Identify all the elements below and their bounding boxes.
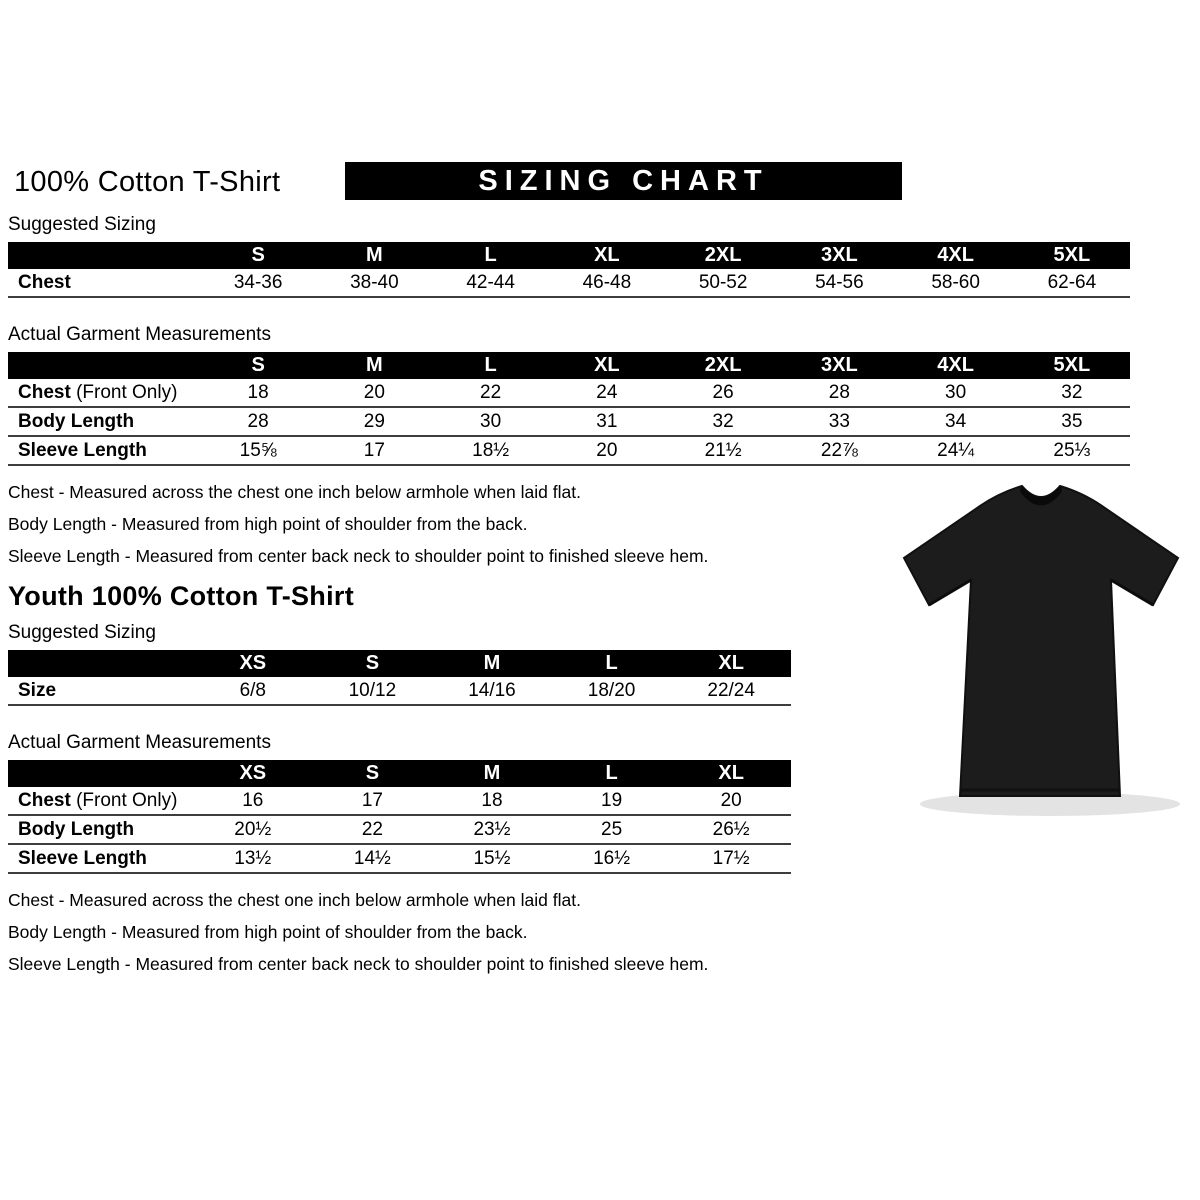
- measurement-cell: 18/20: [587, 679, 636, 701]
- row-label-text: Size: [18, 679, 57, 701]
- table-header-row: [8, 352, 1130, 379]
- measurement-cell: 6/8: [239, 679, 266, 701]
- size-column-header: L: [605, 762, 618, 784]
- measurement-cell: 30: [480, 410, 502, 432]
- row-label: [8, 411, 200, 433]
- measurement-cell: 18: [481, 789, 503, 811]
- measurement-cell: 14/16: [468, 679, 516, 701]
- sizing-chart-banner-text: SIZING CHART: [478, 164, 769, 197]
- measurement-cell: 62-64: [1047, 271, 1097, 293]
- measurement-cell: 20: [720, 789, 742, 811]
- measurement-cell: 26½: [712, 818, 750, 840]
- measurement-cell: 32: [1061, 381, 1083, 403]
- size-column-header: L: [484, 354, 497, 376]
- row-label-text: Sleeve Length: [18, 439, 147, 461]
- row-label: [8, 819, 193, 841]
- size-column-header: 3XL: [821, 354, 858, 376]
- measurement-cell: 58-60: [931, 271, 980, 293]
- row-label-note: (Front Only): [70, 789, 178, 811]
- measurement-cell: 22⅞: [820, 439, 858, 461]
- youth-actual-measurements-label: Actual Garment Measurements: [8, 732, 271, 753]
- note-line: Chest - Measured across the chest one inch below armhole when laid flat.: [8, 890, 581, 910]
- adult-section-title: 100% Cotton T-Shirt: [14, 166, 281, 198]
- size-column-header: M: [483, 762, 501, 784]
- measurement-cell: 24¼: [937, 439, 975, 461]
- adult-actual-measurements-label: Actual Garment Measurements: [8, 324, 271, 345]
- table-row: [8, 437, 1130, 466]
- size-column-header: M: [366, 354, 383, 376]
- table-header-row: [8, 242, 1130, 269]
- measurement-cell: 22: [480, 381, 502, 403]
- measurement-cell: 20½: [234, 818, 272, 840]
- note-line: Sleeve Length - Measured from center back neck to shoulder point to finished sleeve hem.: [8, 954, 709, 974]
- sizing-chart-banner: [345, 162, 902, 200]
- measurement-cell: 30: [945, 381, 967, 403]
- size-column-header: M: [366, 244, 383, 266]
- size-column-header: 3XL: [821, 244, 858, 266]
- measurement-cell: 54-56: [815, 271, 864, 293]
- table-row: [8, 269, 1130, 298]
- note-line: Sleeve Length - Measured from center back neck to shoulder point to finished sleeve hem.: [8, 546, 709, 566]
- measurement-cell: 14½: [353, 847, 391, 869]
- adult-suggested-sizing-label: Suggested Sizing: [8, 214, 156, 235]
- size-column-header: L: [484, 244, 497, 266]
- measurement-cell: 24: [596, 381, 618, 403]
- measurement-cell: 21½: [704, 439, 742, 461]
- size-column-header: 5XL: [1053, 354, 1091, 376]
- measurement-cell: 50-52: [698, 271, 748, 293]
- note-line: Body Length - Measured from high point of shoulder from the back.: [8, 514, 528, 534]
- row-label-text: Body Length: [18, 410, 135, 432]
- measurement-cell: 46-48: [582, 271, 632, 293]
- row-label: [8, 680, 193, 702]
- size-column-header: 4XL: [937, 244, 974, 266]
- size-column-header: XL: [594, 244, 620, 266]
- row-label-text: Sleeve Length: [18, 847, 147, 869]
- measurement-cell: 42-44: [466, 271, 515, 293]
- size-column-header: S: [251, 244, 265, 266]
- measurement-cell: 13½: [234, 847, 272, 869]
- measurement-cell: 17: [361, 789, 383, 811]
- adult-suggested-sizing-table: [8, 242, 1130, 298]
- measurement-cell: 17½: [712, 847, 750, 869]
- row-label: [8, 848, 193, 870]
- measurement-cell: 34: [945, 410, 967, 432]
- measurement-cell: 25⅓: [1053, 439, 1091, 461]
- size-column-header: 2XL: [704, 354, 742, 376]
- measurement-cell: 33: [828, 410, 850, 432]
- note-line: Body Length - Measured from high point of shoulder from the back.: [8, 922, 528, 942]
- size-column-header: XL: [718, 652, 744, 674]
- size-column-header: S: [365, 762, 380, 784]
- youth-section-title: Youth 100% Cotton T-Shirt: [8, 581, 354, 611]
- measurement-cell: 23½: [473, 818, 511, 840]
- size-column-header: M: [483, 652, 501, 674]
- measurement-cell: 16½: [593, 847, 631, 869]
- table-header-row: [8, 650, 791, 677]
- measurement-cell: 20: [363, 381, 385, 403]
- measurement-cell: 28: [828, 381, 850, 403]
- size-column-header: 4XL: [937, 354, 974, 376]
- tshirt-graphic: [890, 476, 1190, 821]
- measurement-cell: 22: [361, 818, 383, 840]
- row-label: [8, 382, 200, 404]
- measurement-cell: 26: [712, 381, 734, 403]
- row-label: [8, 440, 200, 462]
- row-label-text: Chest: [18, 789, 71, 811]
- row-label-text: Body Length: [18, 818, 135, 840]
- size-column-header: S: [365, 652, 380, 674]
- measurement-cell: 38-40: [350, 271, 399, 293]
- size-column-header: L: [605, 652, 618, 674]
- measurement-cell: 18½: [472, 439, 510, 461]
- note-line: Chest - Measured across the chest one inch below armhole when laid flat.: [8, 482, 581, 502]
- size-column-header: 5XL: [1053, 244, 1091, 266]
- page-header: [8, 162, 1200, 204]
- measurement-cell: 28: [247, 410, 269, 432]
- youth-measurement-notes: [8, 890, 1200, 975]
- row-label-text: Chest: [18, 271, 71, 293]
- measurement-cell: 20: [596, 439, 618, 461]
- table-row: [8, 408, 1130, 437]
- row-label-text: Chest: [18, 381, 71, 403]
- measurement-cell: 32: [712, 410, 734, 432]
- size-column-header: 2XL: [704, 244, 742, 266]
- measurement-cell: 18: [247, 381, 269, 403]
- measurement-cell: 15½: [473, 847, 511, 869]
- size-column-header: XL: [718, 762, 744, 784]
- measurement-cell: 34-36: [233, 271, 283, 293]
- size-column-header: XL: [594, 354, 620, 376]
- measurement-cell: 29: [363, 410, 385, 432]
- size-column-header: XS: [239, 762, 267, 784]
- size-column-header: XS: [239, 652, 267, 674]
- table-row: [8, 787, 791, 816]
- table-row: [8, 845, 791, 874]
- measurement-cell: 19: [601, 789, 623, 811]
- measurement-cell: 22/24: [707, 679, 755, 701]
- black-tshirt-image: [890, 476, 1190, 821]
- size-column-header: S: [251, 354, 265, 376]
- adult-actual-measurements-table: [8, 352, 1130, 466]
- measurement-cell: 25: [601, 818, 623, 840]
- table-row: [8, 816, 791, 845]
- youth-suggested-sizing-table: [8, 650, 791, 706]
- measurement-cell: 16: [242, 789, 264, 811]
- measurement-cell: 10/12: [348, 679, 397, 701]
- table-row: [8, 677, 791, 706]
- row-label-note: (Front Only): [70, 381, 178, 403]
- measurement-cell: 31: [596, 410, 618, 432]
- measurement-cell: 17: [363, 439, 385, 461]
- measurement-cell: 15⅝: [239, 439, 277, 461]
- row-label: [8, 272, 200, 294]
- youth-suggested-sizing-label: Suggested Sizing: [8, 622, 156, 643]
- tshirt-body: [904, 486, 1178, 796]
- measurement-cell: 35: [1061, 410, 1083, 432]
- table-header-row: [8, 760, 791, 787]
- table-row: [8, 379, 1130, 408]
- youth-actual-measurements-table: [8, 760, 791, 874]
- row-label: [8, 790, 193, 812]
